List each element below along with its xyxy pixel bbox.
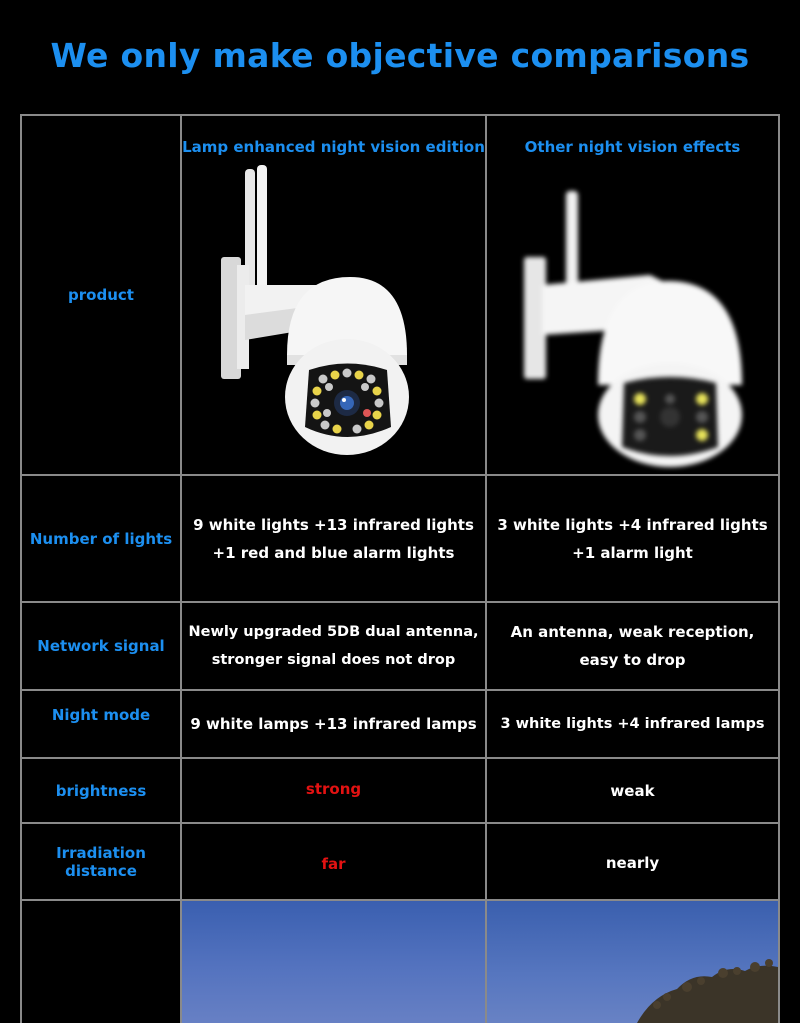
row-label-brightness: brightness [55, 781, 147, 800]
night-photo-other [487, 901, 778, 1023]
network-line: Newly upgraded 5DB dual antenna, [188, 624, 479, 640]
tree-silhouette [487, 901, 778, 1023]
brightness-value-other: weak [610, 781, 655, 800]
network-value-lamp-edition [182, 603, 485, 689]
row-label-irradiation-distance: Irradiation distance [56, 843, 146, 880]
row-label-network-signal: Network signal [37, 637, 165, 655]
row-label-night-mode: Night mode [51, 706, 151, 724]
network-line: stronger signal does not drop [211, 652, 456, 668]
row-label-product: product [68, 286, 134, 304]
camera-image-other [520, 185, 750, 470]
column-header-lamp-edition: Lamp enhanced night vision edition [182, 138, 485, 156]
column-header-other-effects: Other night vision effects [524, 138, 741, 156]
night-mode-value-other: 3 white lights +4 infrared lamps [500, 716, 765, 732]
night-mode-value-lamp-edition: 9 white lamps +13 infrared lamps [190, 715, 477, 733]
lights-line: +1 red and blue alarm lights [212, 543, 455, 562]
night-photo-lamp-edition [182, 901, 485, 1023]
network-value-other [487, 603, 778, 689]
network-line: easy to drop [579, 651, 686, 669]
lights-line: +1 alarm light [572, 543, 693, 562]
lights-value-lamp-edition [182, 476, 485, 601]
row-label-number-of-lights: Number of lights [29, 529, 173, 548]
network-line: An antenna, weak reception, [510, 623, 755, 641]
distance-value-lamp-edition: far [321, 855, 346, 873]
camera-image-lamp-edition [215, 165, 435, 455]
lights-line: 9 white lights +13 infrared lights [193, 515, 474, 534]
lights-value-other [487, 476, 778, 601]
distance-value-other: nearly [605, 854, 660, 872]
brightness-value-lamp-edition: strong [305, 780, 362, 798]
lights-line: 3 white lights +4 infrared lights [497, 515, 768, 534]
page-title: We only make objective comparisons [50, 36, 750, 75]
